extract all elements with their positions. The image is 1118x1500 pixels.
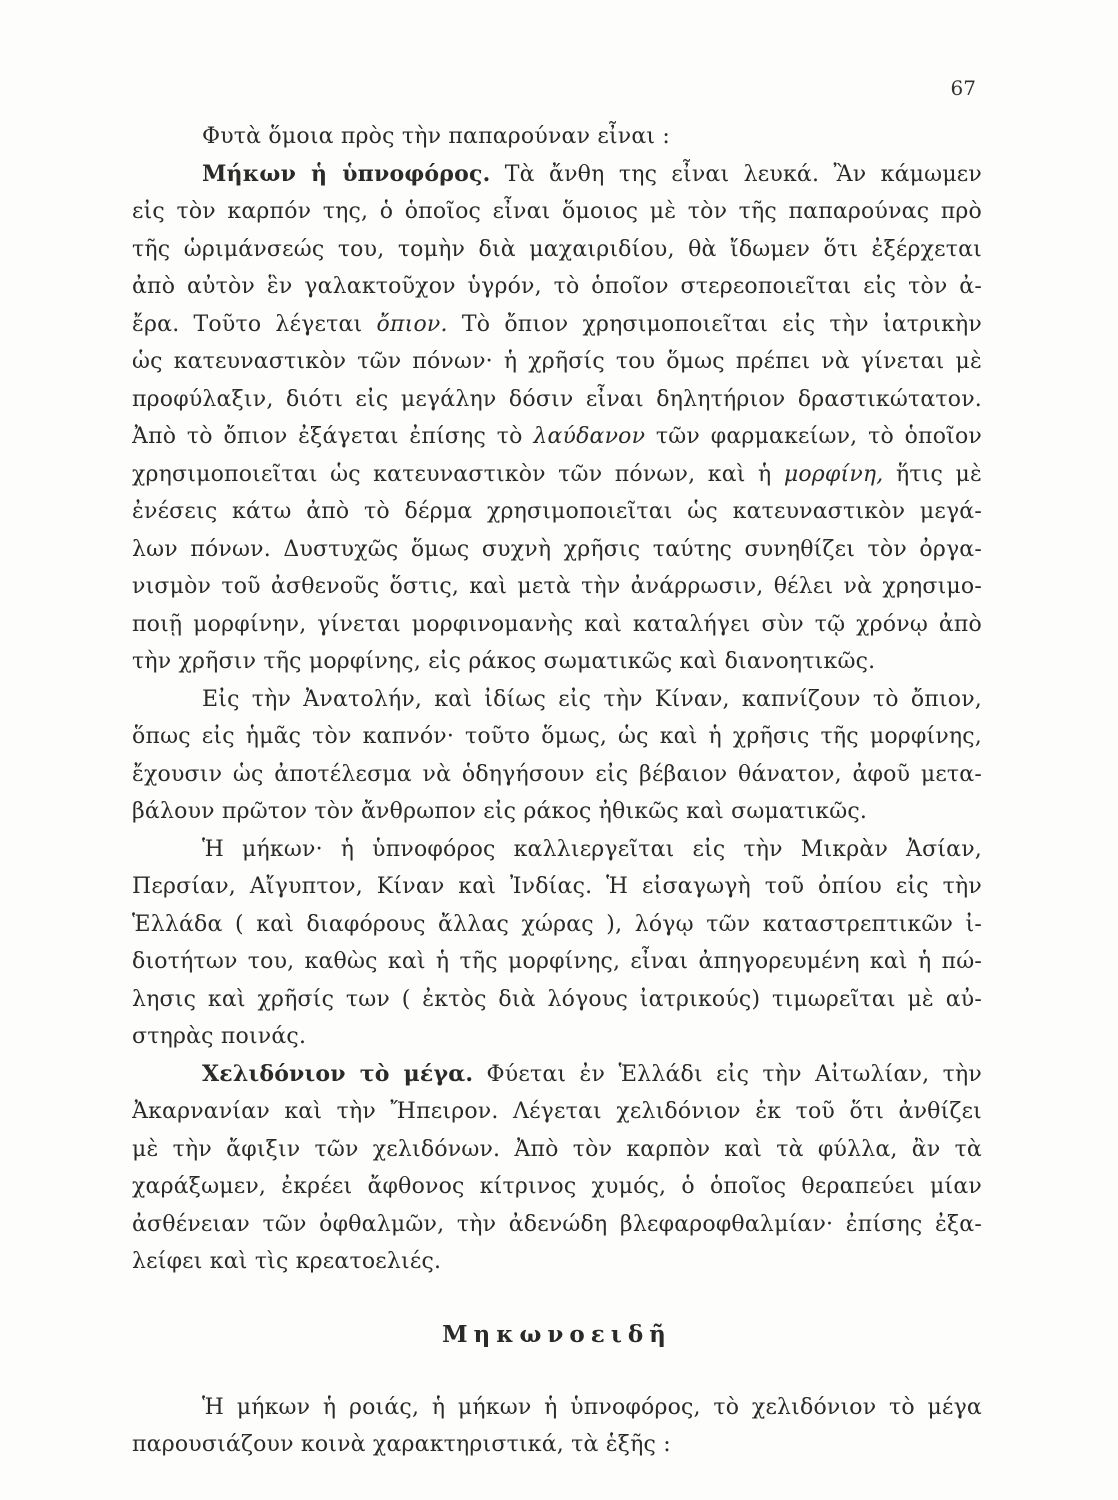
paragraph-line: μὲ τὴν ἄφιξιν τῶν χελιδόνων. Ἀπὸ τὸν καρπὸν καὶ τὰ φύλλα, ἂν τὰ [132,1136,982,1162]
term-bold: Μήκων ἡ ὑπνοφόρος. [202,160,491,187]
paragraph-line: ἀπὸ αὐτὸν ἓν γαλακτοῦχον ὑγρόν, τὸ ὁποῖον στερεοποιεῖται εἰς τὸν ἀ- [132,274,982,299]
intro-line: Φυτὰ ὅμοια πρὸς τὴν παπαρούναν εἶναι : [202,124,671,149]
paragraph-line: προφύλαξιν, διότι εἰς μεγάλην δόσιν εἶναι δηλητήριον δραστικώτατον. [132,386,982,412]
paragraph-line: βάλουν πρῶτον τὸν ἄνθρωπον εἰς ράκος ἠθικῶς καὶ σωματικῶς. [132,799,868,824]
body-text [132,118,982,1464]
paragraph-line: ἐνέσεις κάτω ἀπὸ τὸ δέρμα χρησιμοποιεῖται ὡς κατευναστικὸν μεγά- [132,499,982,524]
paragraph-line: Ἀκαρνανίαν καὶ τὴν Ἤπειρον. Λέγεται χελιδόνιον ἐκ τοῦ ὅτι ἀνθίζει [132,1099,982,1124]
paragraph-line: Μήκων ἡ ὑπνοφόρος. Τὰ ἄνθη της εἶναι λευκά. Ἂν κάμωμεν [202,160,982,187]
paragraph-line: παρουσιάζουν κοινὰ χαρακτηριστικά, τὰ ἑξῆς : [132,1432,671,1457]
paragraph-line: ποιῇ μορφίνην, γίνεται μορφινομανὴς καὶ καταλήγει σὺν τῷ χρόνῳ ἀπὸ [132,611,982,637]
paragraph-line: τῆς ὡριμάνσεώς του, τομὴν διὰ μαχαιριδίου, θὰ ἴδωμεν ὅτι ἐξέρχεται [132,236,982,262]
paragraph-line: ἀσθένειαν τῶν ὀφθαλμῶν, τὴν ἀδενώδη βλεφαροφθαλμίαν· ἐπίσης ἐξα- [132,1211,982,1237]
paragraph-line: διοτήτων του, καθὼς καὶ ἡ τῆς μορφίνης, εἶναι ἀπηγορευμένη καὶ ἡ πώ- [132,949,982,974]
paragraph-line: Ἡ μήκων· ἡ ὑπνοφόρος καλλιεργεῖται εἰς τὴν Μικρὰν Ἀσίαν, [202,836,982,862]
paragraph-line: ἔχουσιν ὡς ἀποτέλεσμα νὰ ὁδηγήσουν εἰς βέβαιον θάνατον, ἀφοῦ μετα- [132,761,982,787]
paragraph-line: στηρὰς ποινάς. [132,1024,307,1049]
paragraph-line: Εἰς τὴν Ἀνατολήν, καὶ ἰδίως εἰς τὴν Κίναν, καπνίζουν τὸ ὄπιον, [202,686,982,712]
paragraph-line: λων πόνων. Δυστυχῶς ὅμως συχνὴ χρῆσις ταύτης συνηθίζει τὸν ὀργα- [132,536,982,562]
paragraph-line: τὴν χρῆσιν τῆς μορφίνης, εἰς ράκος σωματικῶς καὶ διανοητικῶς. [132,649,876,674]
section-heading: Μηκωνοειδῆ [442,1320,672,1348]
paragraph-line: ὡς κατευναστικὸν τῶν πόνων· ἡ χρῆσίς του ὅμως πρέπει νὰ γίνεται μὲ [132,349,982,374]
italic-term: ὄπιον. [376,311,448,337]
paragraph-line: ἔρα. Τοῦτο λέγεται ὄπιον. Τὸ ὄπιον χρησιμοποιεῖται εἰς τὴν ἰατρικὴν [132,311,982,337]
paragraph-line: Ἑλλάδα ( καὶ διαφόρους ἄλλας χώρας ), λόγῳ τῶν καταστρεπτικῶν ἰ- [132,911,982,937]
paragraph-line: Χελιδόνιον τὸ μέγα. Φύεται ἐν Ἑλλάδι εἰς τὴν Αἰτωλίαν, τὴν [202,1060,982,1087]
paragraph-line: Ἀπὸ τὸ ὄπιον ἐξάγεται ἐπίσης τὸ λαύδανον τῶν φαρμακείων, τὸ ὁποῖον [132,424,982,449]
paragraph-line: χαράξωμεν, ἐκρέει ἄφθονος κίτρινος χυμός, ὁ ὁποῖος θεραπεύει μίαν [132,1174,982,1199]
italic-term: λαύδανον [533,424,646,449]
paragraph-line: νισμὸν τοῦ ἀσθενοῦς ὅστις, καὶ μετὰ τὴν ἀνάρρωσιν, θέλει νὰ χρησιμο- [132,574,982,599]
page-number: 67 [950,76,976,100]
paragraph-line: λησις καὶ χρῆσίς των ( ἐκτὸς διὰ λόγους ἰατρικούς) τιμωρεῖται μὲ αὐ- [132,986,982,1012]
paragraph-line: χρησιμοποιεῖται ὡς κατευναστικὸν τῶν πόνων, καὶ ἡ μορφίνη, ἥτις μὲ [132,461,982,487]
paragraph-line: Περσίαν, Αἴγυπτον, Κίναν καὶ Ἰνδίας. Ἡ εἰσαγωγὴ τοῦ ὀπίου εἰς τὴν [132,874,982,899]
italic-term: μορφίνη, [783,461,884,487]
paragraph-line: εἰς τὸν καρπόν της, ὁ ὁποῖος εἶναι ὅμοιος μὲ τὸν τῆς παπαρούνας πρὸ [132,199,982,224]
paragraph-line: ὅπως εἰς ἡμᾶς τὸν καπνόν· τοῦτο ὅμως, ὡς καὶ ἡ χρῆσις τῆς μορφίνης, [132,724,982,749]
term-bold: Χελιδόνιον τὸ μέγα. [202,1060,474,1087]
paragraph-line: λείφει καὶ τὶς κρεατοελιές. [132,1249,442,1274]
paragraph-line: Ἡ μήκων ἡ ροιάς, ἡ μήκων ἡ ὑπνοφόρος, τὸ χελιδόνιον τὸ μέγα [202,1394,982,1420]
